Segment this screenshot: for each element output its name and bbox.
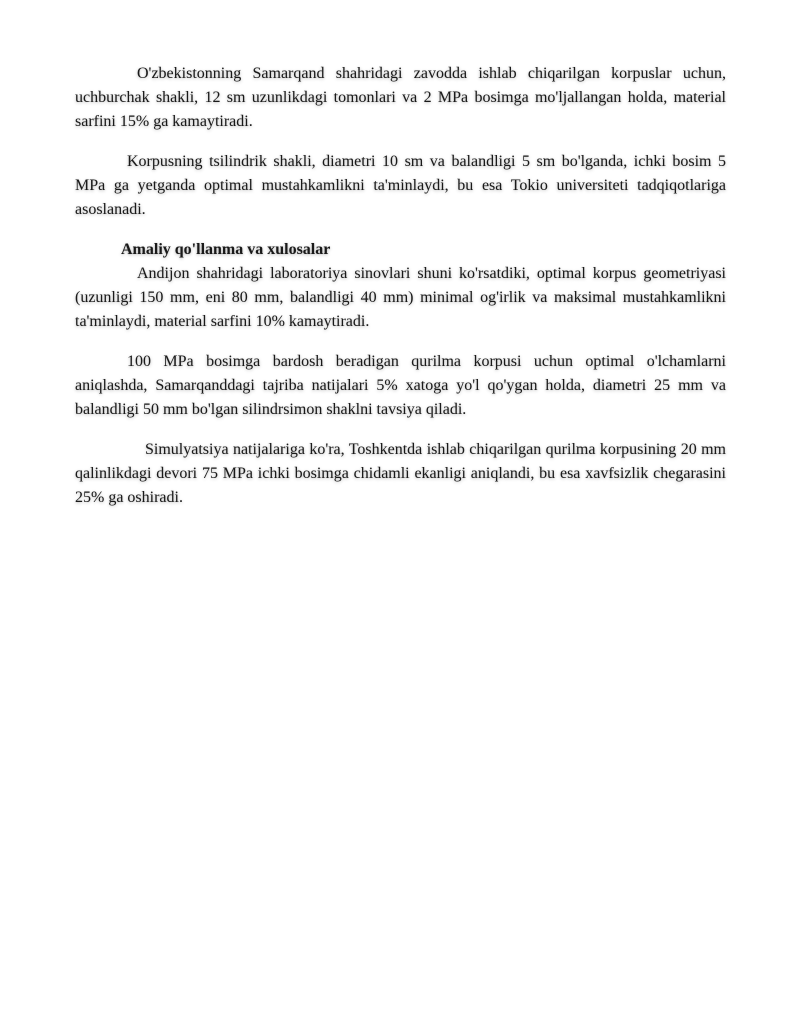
section-heading: Amaliy qo'llanma va xulosalar — [121, 241, 331, 258]
paragraph-100mpa-device: 100 MPa bosimga bardosh beradigan qurilma korpusi uchun optimal o'lchamlarni aniqlashda, Samarqanddagi tajriba natijalari 5% xatoga yo'l qo'ygan holda, diametri 25 mm va balandligi 50 mm bo'lgan silindrsimon shaklni tavsiya qiladi. — [75, 353, 726, 418]
paragraph-andijon-tests: Andijon shahridagi laboratoriya sinovlari shuni ko'rsatdiki, optimal korpus geometriyasi (uzunligi 150 mm, eni 80 mm, balandligi 40 mm) minimal og'irlik va maksimal mustahkamlikni ta'minlaydi, material sarfini 10% kamaytiradi. — [75, 265, 726, 330]
paragraph-samarqand-triangle: O'zbekistonning Samarqand shahridagi zavodda ishlab chiqarilgan korpuslar uchun, uchburchak shakli, 12 sm uzunlikdagi tomonlari va 2 MPa bosimga mo'ljallangan holda, material sarfini 15% ga kamaytiradi. — [75, 65, 726, 130]
paragraph-simulation-results: Simulyatsiya natijalariga ko'ra, Toshkentda ishlab chiqarilgan qurilma korpusining 20 mm qalinlikdagi devori 75 MPa ichki bosimga chidamli ekanligi aniqlandi, bu esa xavfsizlik chegarasini 25% ga oshiradi. — [75, 441, 726, 506]
paragraph-cylindrical-shape: Korpusning tsilindrik shakli, diametri 10 sm va balandligi 5 sm bo'lganda, ichki bosim 5 MPa ga yetganda optimal mustahkamlikni ta'minlaydi, bu esa Tokio universiteti tadqiqotlariga asoslanadi. — [75, 153, 726, 218]
document-body — [75, 62, 726, 526]
